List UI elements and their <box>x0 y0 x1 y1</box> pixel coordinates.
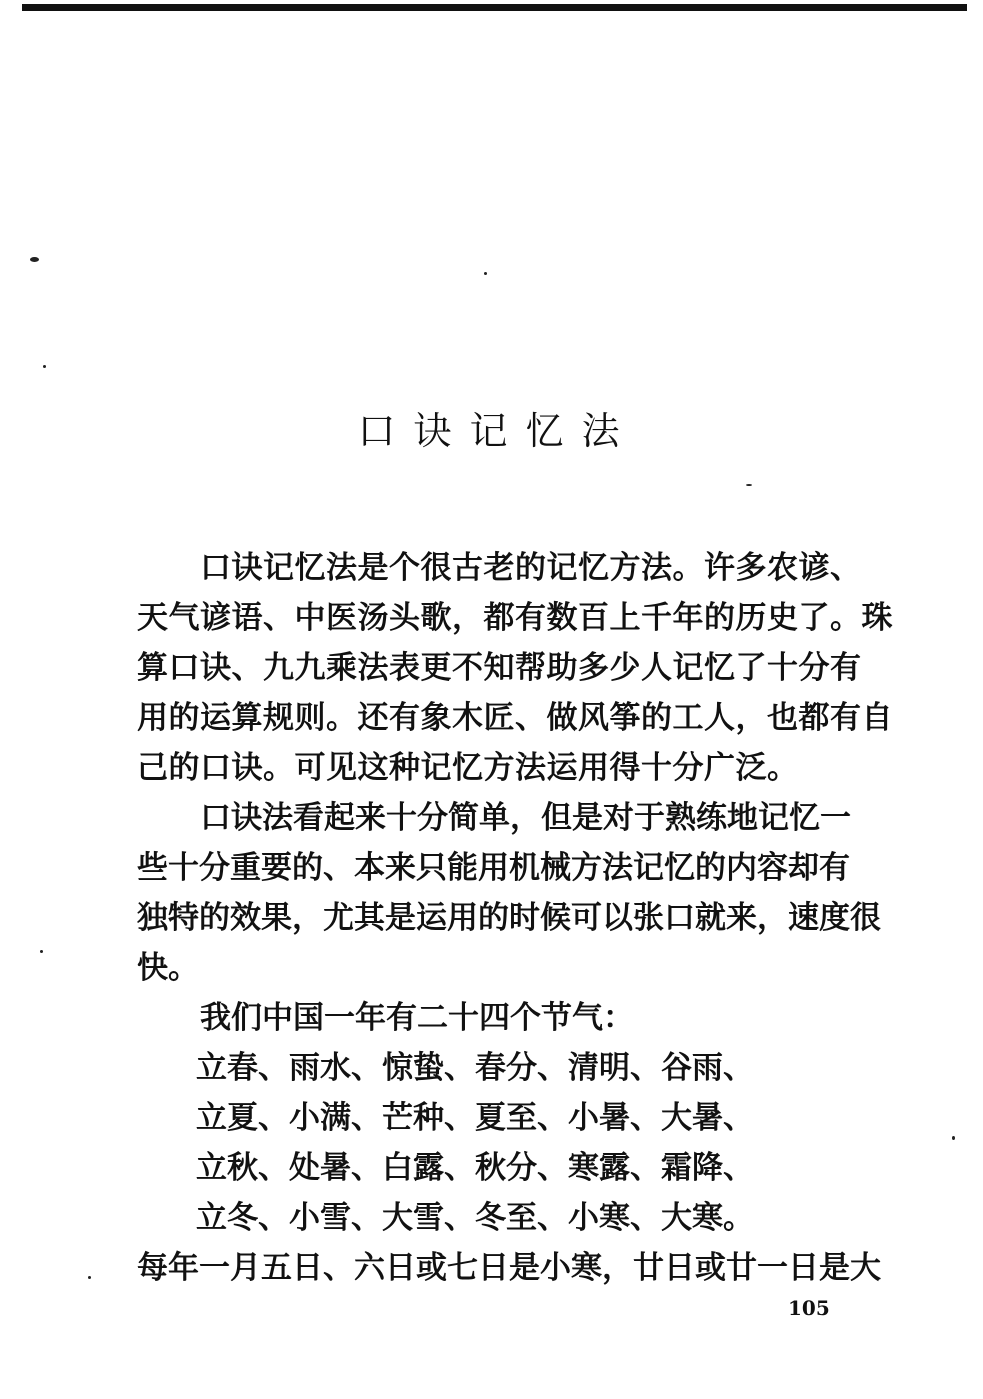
paragraph-2-line-4: 快。 <box>137 950 199 986</box>
scan-speck <box>30 257 39 262</box>
paragraph-1-line-4: 用的运算规则。还有象木匠、做风筝的工人，也都有自 <box>137 700 893 736</box>
paragraph-2-line-1: 口诀法看起来十分简单，但是对于熟练地记忆一 <box>200 800 851 836</box>
scan-speck <box>952 1136 955 1140</box>
paragraph-1-line-5: 己的口诀。可见这种记忆方法运用得十分广泛。 <box>137 750 799 786</box>
scan-speck <box>43 365 46 368</box>
top-rule <box>22 4 967 11</box>
paragraph-1-line-2: 天气谚语、中医汤头歌，都有数百上千年的历史了。珠 <box>137 600 893 636</box>
paragraph-3-line-1: 我们中国一年有二十四个节气： <box>200 1000 634 1036</box>
verse-line-1: 立春、雨水、惊蛰、春分、清明、谷雨、 <box>196 1050 754 1086</box>
paragraph-2-line-3: 独特的效果，尤其是运用的时候可以张口就来，速度很 <box>137 900 881 936</box>
page-number: 105 <box>788 1296 830 1320</box>
scan-speck <box>88 1276 91 1279</box>
paragraph-2-line-2: 些十分重要的、本来只能用机械方法记忆的内容却有 <box>137 850 850 886</box>
paragraph-1-line-3: 算口诀、九九乘法表更不知帮助多少人记忆了十分有 <box>137 650 862 686</box>
chapter-title: 口诀记忆法 <box>357 409 638 453</box>
verse-line-3: 立秋、处暑、白露、秋分、寒露、霜降、 <box>196 1150 754 1186</box>
paragraph-1-line-1: 口诀记忆法是个很古老的记忆方法。许多农谚、 <box>200 550 862 586</box>
verse-line-2: 立夏、小满、芒种、夏至、小暑、大暑、 <box>196 1100 754 1136</box>
verse-line-4: 立冬、小雪、大雪、冬至、小寒、大寒。 <box>196 1200 754 1236</box>
scan-speck <box>40 950 43 953</box>
scan-speck <box>746 484 752 486</box>
scan-speck <box>484 272 487 275</box>
closing-line: 每年一月五日、六日或七日是小寒，廿日或廿一日是大 <box>137 1250 881 1286</box>
